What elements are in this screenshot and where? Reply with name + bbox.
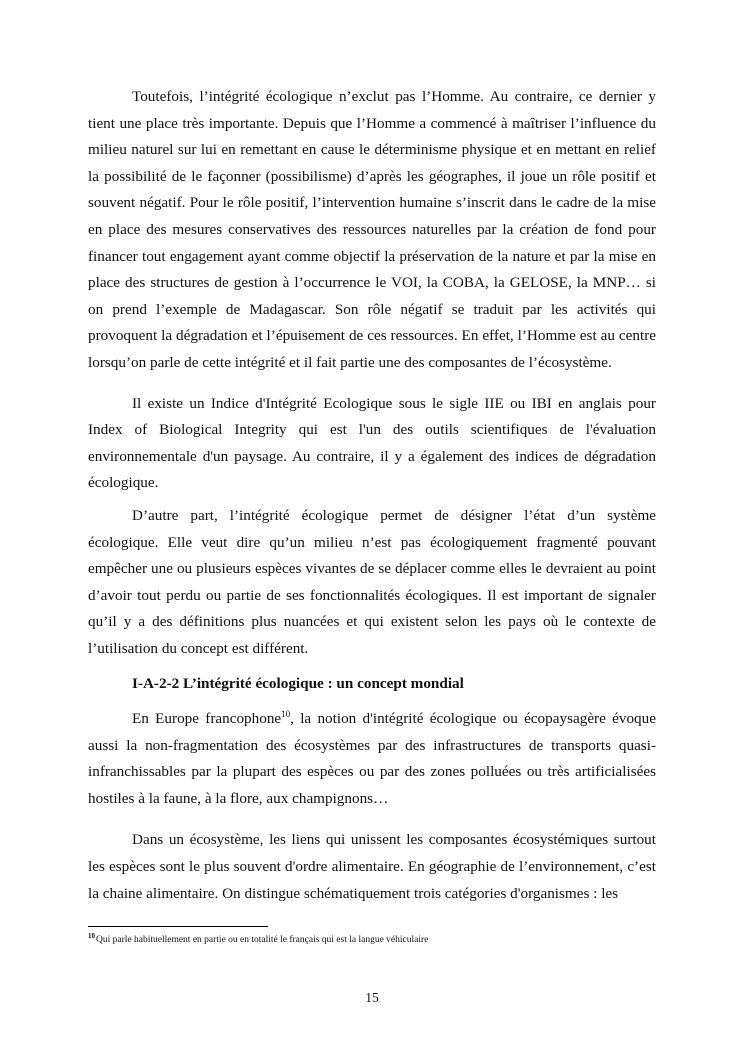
footnote bbox=[88, 934, 656, 947]
paragraph-food-chain: Dans un écosystème, les liens qui unissent les composantes écosystémiques surtout les espèces sont le plus souvent d'ordre alimentaire. En géographie de l’environnement, c’est la chaine alimentaire. On distingue schématiquement trois catégories d'organismes : les bbox=[88, 831, 656, 902]
footnote-reference: 10 bbox=[281, 709, 291, 720]
paragraph-europe bbox=[88, 706, 656, 812]
paragraph-iie-index: Il existe un Indice d'Intégrité Ecologique sous le sigle IIE ou IBI en anglais pour Index of Biological Integrity qui est l'un des outils scientifiques de l'évaluation environnementale d'un paysage. Au contraire, il y a également des indices de dégradation écologique. bbox=[88, 394, 656, 492]
footnote-text: Qui parle habituellement en partie ou en totalité le français qui est la langue véhiculaire bbox=[96, 935, 429, 945]
paragraph-human-role: Toutefois, l’intégrité écologique n’exclut pas l’Homme. Au contraire, ce dernier y tient une place très importante. Depuis que l’Homme a commencé à maîtriser l’influence du milieu naturel sur lui en remettant en cause le déterminisme physique et en mettant en relief la possibilité de le façonner (possibilisme) d’après les géographes, il joue un rôle positif et souvent négatif. Pour le rôle positif, l’intervention humaine s’inscrit dans le cadre de la mise en place des mesures conservatives des ressources naturelles par la création de fond pour financer tout engagement ayant comme objectif la préservation de la nature et par la mise en place des structures de gestion à l’occurrence le VOI, la COBA, la GELOSE, la MNP… si on prend l’exemple de Madagascar. Son rôle négatif se traduit par les activités qui provoquent la dégradation et l’épuisement de ces ressources. En effet, l’Homme est au centre lorsqu’on parle de cette intégrité et il fait partie une des composantes de l’écosystème. bbox=[88, 88, 656, 371]
paragraph-europe-start: En Europe francophone bbox=[132, 710, 282, 728]
section-heading: I-A-2-2 L’intégrité écologique : un concept mondial bbox=[132, 675, 464, 693]
footnote-separator bbox=[88, 926, 268, 927]
footnote-marker: 10 bbox=[88, 932, 95, 940]
page-number: 15 bbox=[365, 990, 379, 1005]
body-text bbox=[88, 84, 656, 907]
paragraph-ecological-state: D’autre part, l’intégrité écologique permet de désigner l’état d’un système écologique. Elle veut dire qu’un milieu n’est pas écologiquement fragmenté pouvant empêcher une ou plusieurs espèces vivantes de se déplacer comme elles le devraient au point d’avoir tout perdu ou partie de ses fonctionnalités écologiques. Il est important de signaler qu’il y a des définitions plus nuancées et qui existent selon les pays où le contexte de l’utilisation du concept est différent. bbox=[88, 506, 656, 657]
paragraph-europe-rest: , la notion d'intégrité écologique ou écopaysagère évoque aussi la non-fragmentation des écosystèmes par des infrastructures de transports quasi-infranchissables par la plupart des espèces ou par des zones polluées ou très artificialisées hostiles à la faune, à la flore, aux champignons… bbox=[88, 710, 656, 807]
